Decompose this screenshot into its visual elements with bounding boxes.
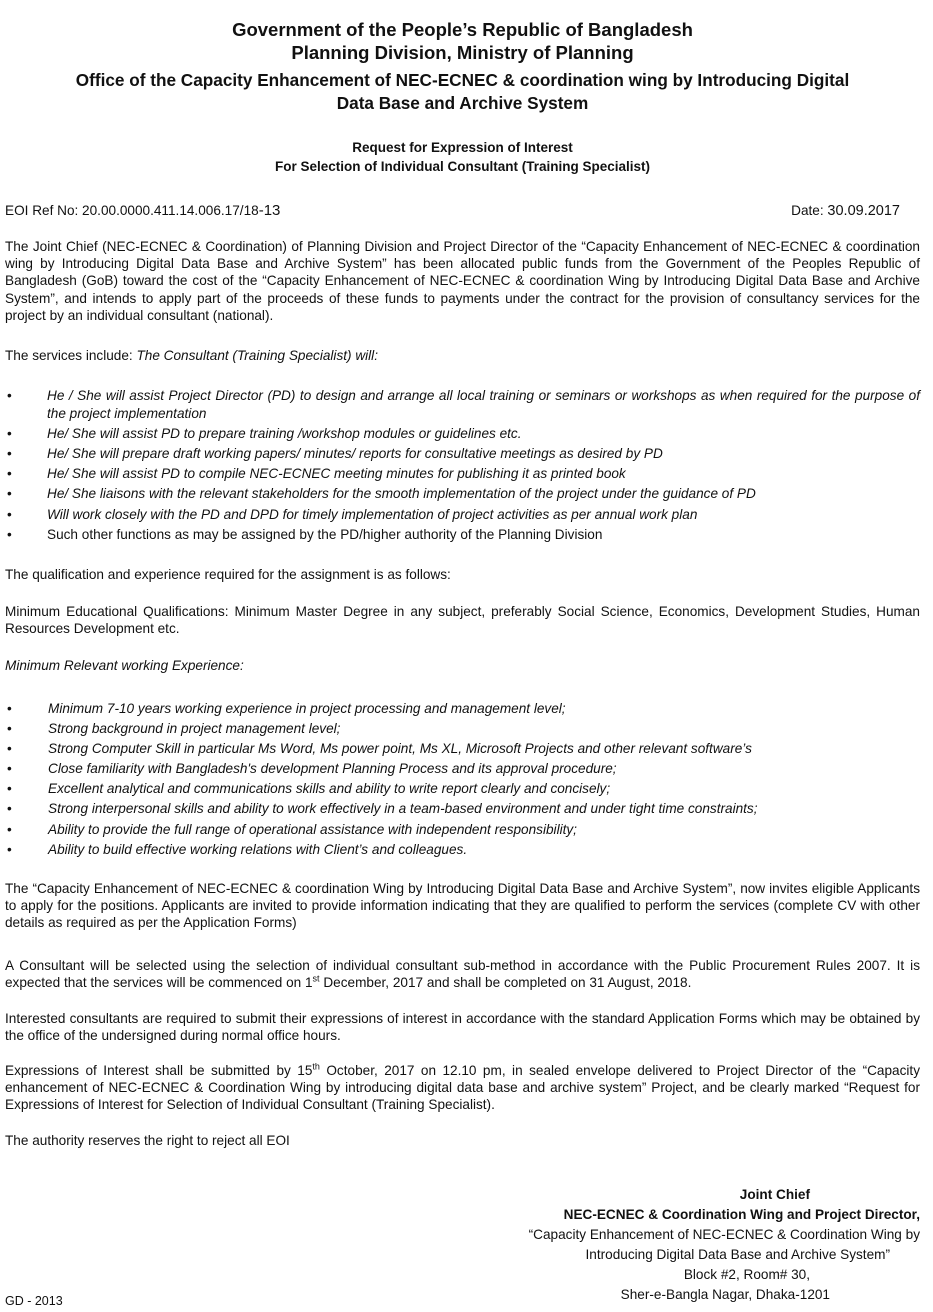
date-label: Date: <box>791 203 824 218</box>
header-government: Government of the People’s Republic of Bangladesh <box>232 19 693 40</box>
experience-heading: Minimum Relevant working Experience: <box>5 658 244 673</box>
eoi-notice <box>5 0 920 1312</box>
education-paragraph: Minimum Educational Qualifications: Minimum Master Degree in any subject, preferably Social Science, Economics, Development Studies, Human Resources Development etc. <box>5 604 920 637</box>
services-list <box>5 387 920 546</box>
date-value: 30.09.2017 <box>827 203 900 219</box>
experience-list <box>5 700 920 861</box>
eoi-ref-suffix: -13 <box>258 202 281 219</box>
header-division: Planning Division, Ministry of Planning <box>291 42 634 63</box>
services-lead-italic: The Consultant (Training Specialist) will: <box>136 348 378 363</box>
bullet-icon: • <box>7 721 12 737</box>
invite-paragraph: The “Capacity Enhancement of NEC-ECNEC & coordination Wing by Introducing Digital Data Base and Archive System”, now invites eligible Applicants to apply for the positions. Applicants are invited to provide information indicating that they are qualified to perform the services (complete CV with other details as required as per the Application Forms) <box>5 881 920 931</box>
services-lead-plain: The services include: <box>5 348 137 363</box>
list-item: • He/ She will assist PD to compile NEC-ECNEC meeting minutes for publishing it as printed book <box>7 466 626 482</box>
bullet-icon: • <box>7 841 12 857</box>
bullet-icon: • <box>7 701 12 716</box>
bullet-icon: • <box>7 388 12 403</box>
submission-paragraph: Expressions of Interest shall be submitted by 15th October, 2017 on 12.10 pm, in sealed envelope delivered to Project Director of the “Capacity enhancement of NEC-ECNEC & Coordination Wing by introducing digital data base and archive system” Project, and be clearly marked “Request for Expressions of Interest for Selection of Individual Consultant (Training Specialist). <box>5 1061 920 1113</box>
signature-line2: NEC-ECNEC & Coordination Wing and Project Director, <box>563 1207 920 1222</box>
list-item: • He / She will assist Project Director (PD) to design and arrange all local training or seminars or workshops as when required for the purpose of the project implementation <box>7 388 920 421</box>
date-block <box>791 202 900 220</box>
list-item: • Strong background in project management level; <box>7 721 341 737</box>
footer-code: GD - 2013 <box>5 1294 63 1308</box>
bullet-icon: • <box>7 445 12 461</box>
bullet-icon: • <box>7 486 12 502</box>
bullet-icon: • <box>7 506 12 522</box>
signature-block <box>445 1185 920 1305</box>
list-item: • Such other functions as may be assigned by the PD/higher authority of the Planning Division <box>7 526 603 542</box>
header-office-line1: Office of the Capacity Enhancement of NEC-ECNEC & coordination wing by Introducing Digital <box>75 70 850 90</box>
services-lead <box>5 347 920 365</box>
ref-row <box>5 202 920 220</box>
intro-paragraph: The Joint Chief (NEC-ECNEC & Coordination) of Planning Division and Project Director of the “Capacity Enhancement of NEC-ECNEC & coordination wing by Introducing Digital Data Base and Archive System” has been allocated public funds from the Government of the Peoples Republic of Bangladesh (GoB) toward the cost of the “Capacity Enhancement of NEC-ECNEC & coordination Wing by Introducing Digital Data Base and Archive System”, and intends to apply part of the proceeds of these funds to payments under the contract for the provision of consultancy services for the project by an individual consultant (national). <box>5 239 920 323</box>
bullet-icon: • <box>7 741 12 757</box>
bullet-icon: • <box>7 761 12 777</box>
list-item: • He/ She will prepare draft working papers/ minutes/ reports for consultative meetings as desired by PD <box>7 445 663 461</box>
list-item: • Minimum 7-10 years working experience in project processing and management level; <box>7 701 566 716</box>
list-item: • Strong interpersonal skills and ability to work effectively in a team-based environment and under tight time constraints; <box>7 801 758 817</box>
interested-paragraph: Interested consultants are required to submit their expressions of interest in accordance with the standard Application Forms which may be obtained by the office of the undersigned during normal office hours. <box>5 1011 920 1044</box>
list-item: • Strong Computer Skill in particular Ms Word, Ms power point, Ms XL, Microsoft Projects and other relevant software’s <box>7 741 752 757</box>
qualification-intro: The qualification and experience required for the assignment is as follows: <box>5 567 451 582</box>
eoi-ref: EOI Ref No: 20.00.0000.411.14.006.17/18 <box>5 203 259 218</box>
bullet-icon: • <box>7 425 12 441</box>
signature-line6: Sher-e-Bangla Nagar, Dhaka-1201 <box>620 1287 830 1302</box>
reserve-line: The authority reserves the right to reject all EOI <box>5 1133 290 1148</box>
list-item: • He/ She liaisons with the relevant stakeholders for the smooth implementation of the project under the guidance of PD <box>7 486 756 502</box>
bullet-icon: • <box>7 821 12 837</box>
header-office-line2: Data Base and Archive System <box>336 93 589 113</box>
signature-line4: Introducing Digital Data Base and Archive System” <box>585 1247 890 1262</box>
bullet-icon: • <box>7 781 12 797</box>
bullet-icon: • <box>7 466 12 482</box>
list-item: • Close familiarity with Bangladesh's development Planning Process and its approval procedure; <box>7 761 617 777</box>
list-item: • Will work closely with the PD and DPD for timely implementation of project activities as per annual work plan <box>7 506 698 522</box>
selection-paragraph: A Consultant will be selected using the selection of individual consultant sub-method in accordance with the Public Procurement Rules 2007. It is expected that the services will be commenced on 1st December, 2017 and shall be completed on 31 August, 2018. <box>5 958 920 991</box>
list-item: • He/ She will assist PD to prepare training /workshop modules or guidelines etc. <box>7 425 522 441</box>
list-item: • Ability to provide the full range of operational assistance with independent responsibility; <box>7 821 577 837</box>
subheading-request: Request for Expression of Interest <box>352 140 573 155</box>
signature-line3: “Capacity Enhancement of NEC-ECNEC & Coordination Wing by <box>528 1227 920 1242</box>
bullet-icon: • <box>7 801 12 817</box>
list-item: • Ability to build effective working relations with Client’s and colleagues. <box>7 841 468 857</box>
signature-line5: Block #2, Room# 30, <box>683 1267 810 1282</box>
subheading-selection: For Selection of Individual Consultant (Training Specialist) <box>274 159 651 174</box>
signature-title: Joint Chief <box>739 1187 810 1202</box>
list-item: • Excellent analytical and communications skills and ability to write report clearly and concisely; <box>7 781 611 797</box>
bullet-icon: • <box>7 526 12 542</box>
